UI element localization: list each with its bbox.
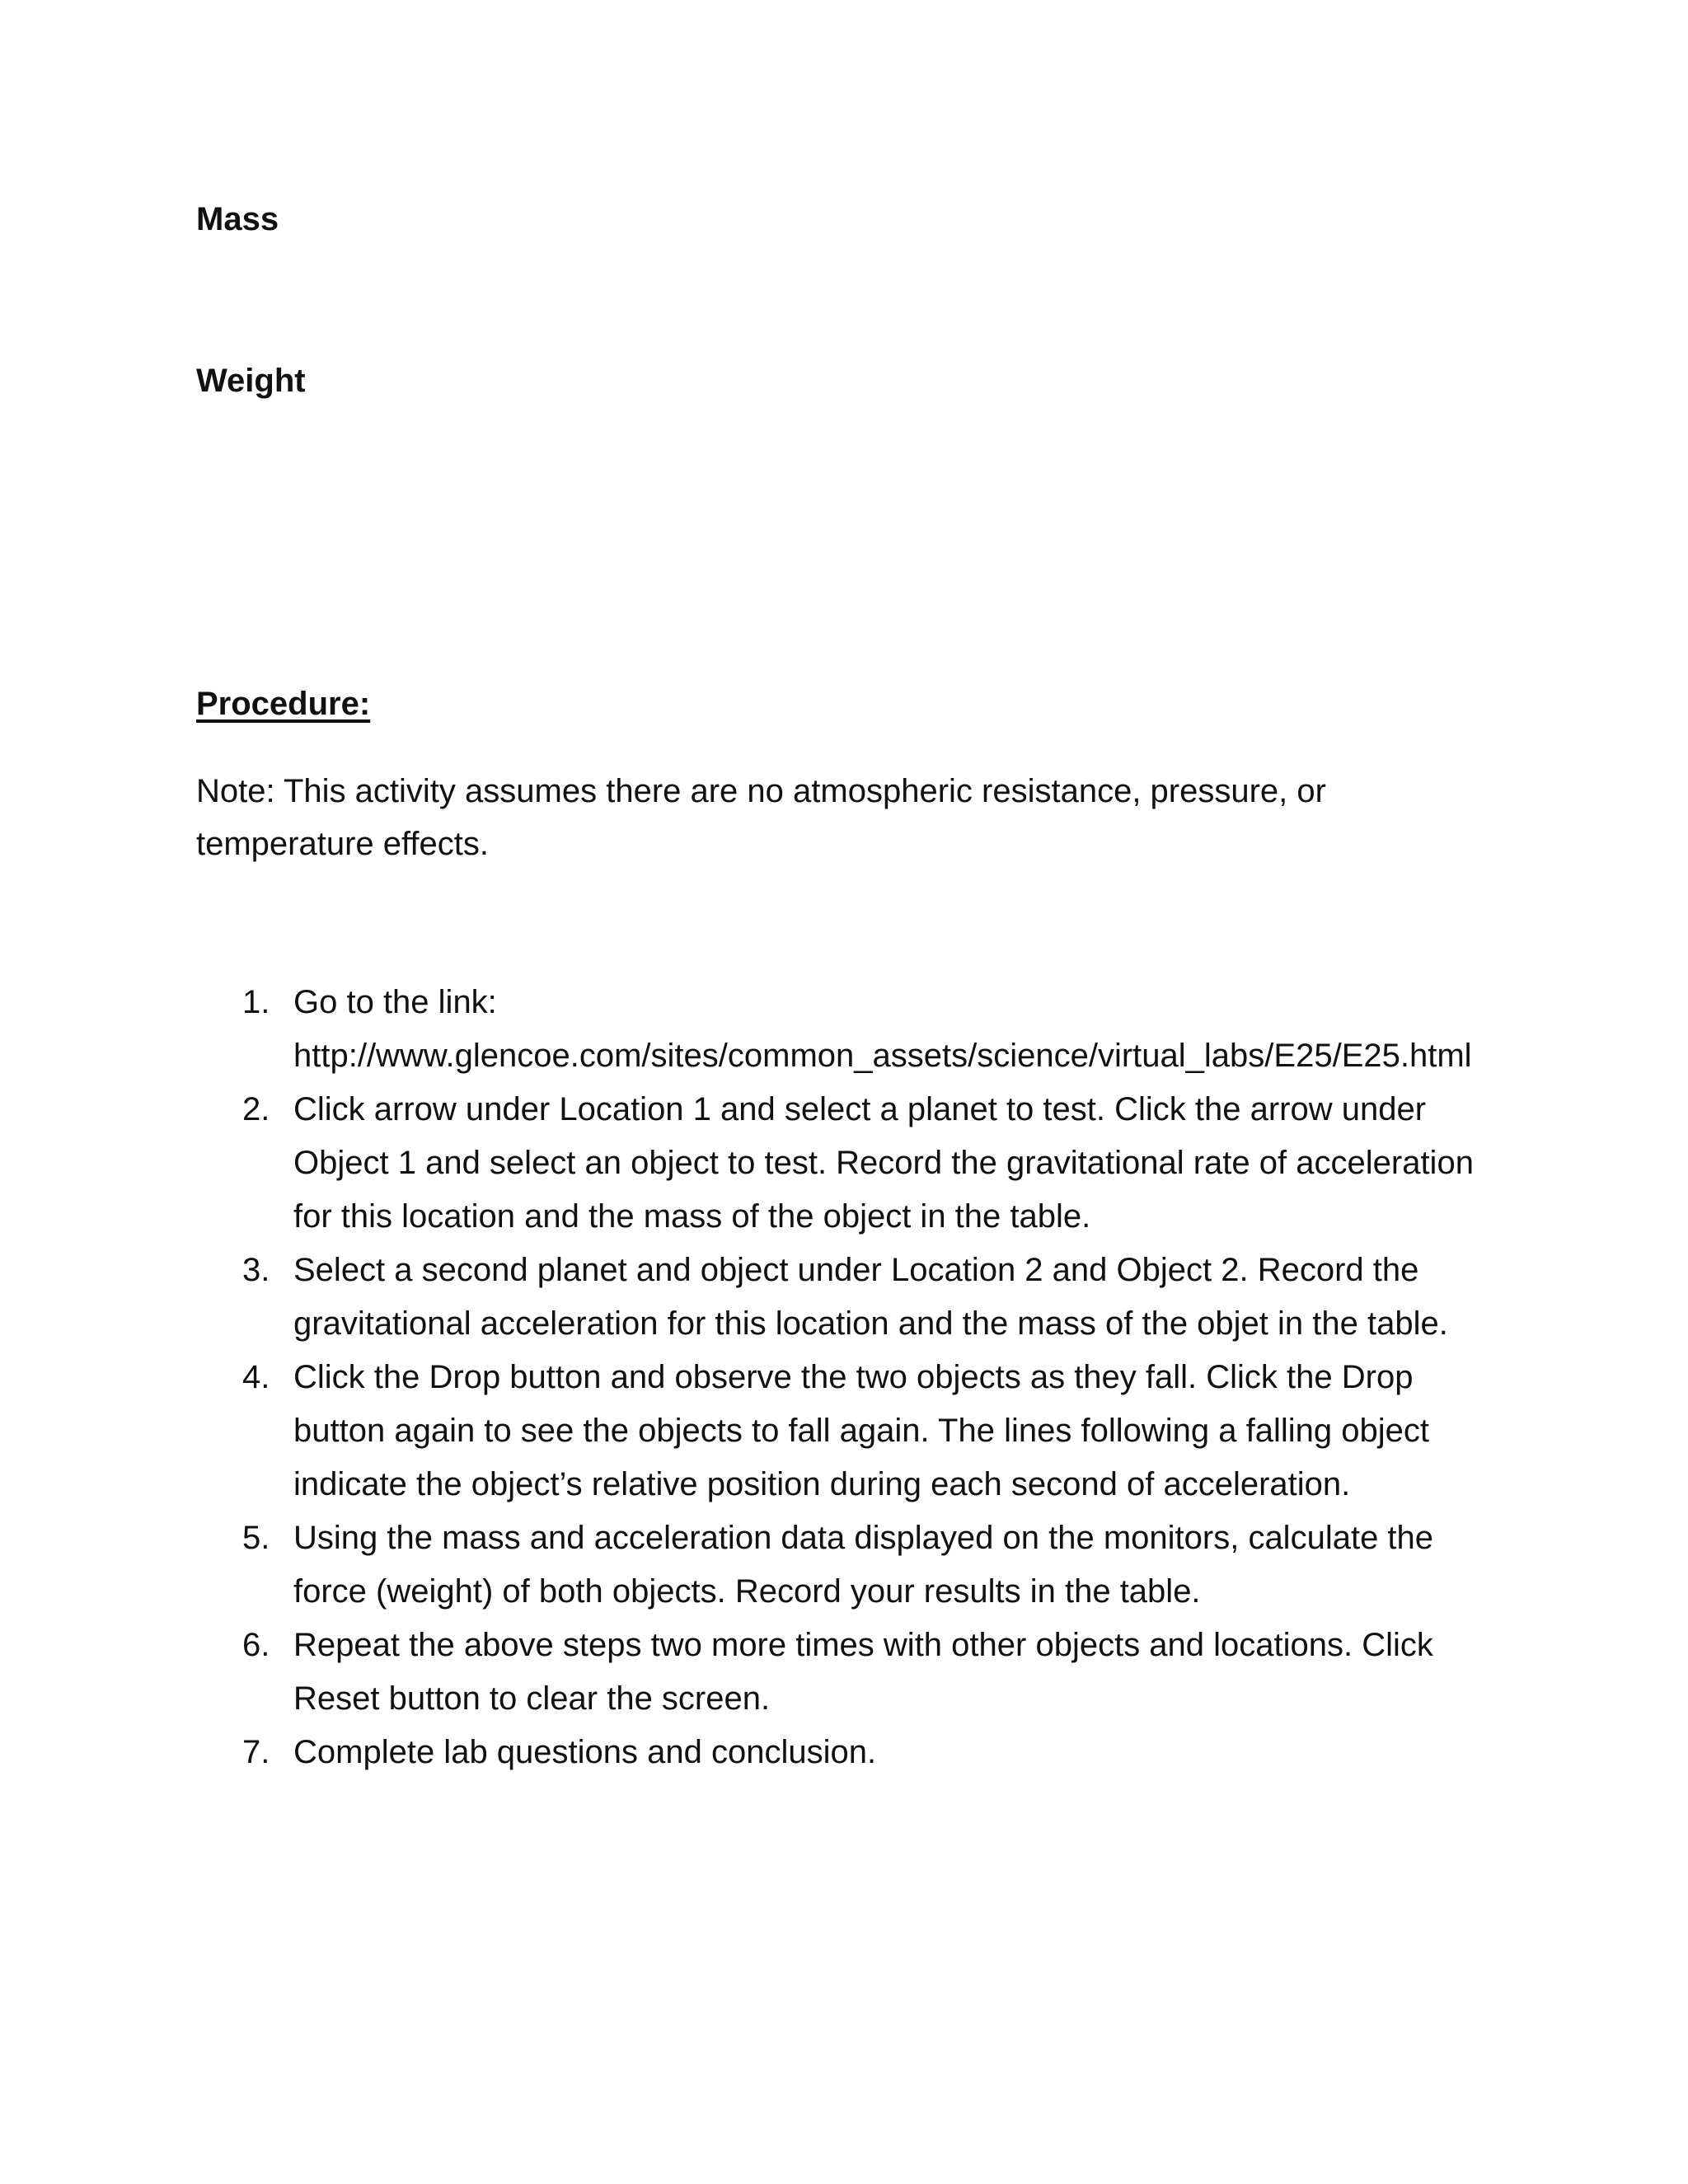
step-item-2: [196, 1083, 1482, 1244]
step-text: Click the Drop button and observe the two objects as they fall. Click the Drop button again to see the objects to fall again. The lines following a falling object indicate the object’s relative position during each second of acceleration.: [293, 1359, 1429, 1502]
step-text: Select a second planet and object under Location 2 and Object 2. Record the gravitational acceleration for this location and the mass of the objet in the table.: [293, 1252, 1448, 1342]
step-text: Go to the link:: [293, 984, 497, 1020]
step-number: 4.: [242, 1359, 270, 1395]
step-item-3: [196, 1244, 1482, 1351]
term-mass: Mass: [196, 201, 279, 237]
step-text: Using the mass and acceleration data displayed on the monitors, calculate the force (weight) of both objects. Record your results in the table.: [293, 1520, 1434, 1610]
step-item-6: [196, 1619, 1482, 1726]
step-text: Complete lab questions and conclusion.: [293, 1734, 877, 1770]
lab-link[interactable]: http://www.glencoe.com/sites/common_assets/science/virtual_labs/E25/E25.html: [293, 1038, 1472, 1074]
step-item-7: [196, 1726, 1482, 1779]
step-text: Click arrow under Location 1 and select a planet to test. Click the arrow under Object 1 and select an object to test. Record the gravitational rate of acceleration for this location and the mass of the object in the table.: [293, 1091, 1474, 1235]
step-number: 7.: [242, 1734, 270, 1770]
step-number: 5.: [242, 1520, 270, 1556]
step-number: 1.: [242, 984, 270, 1020]
step-number: 3.: [242, 1252, 270, 1288]
procedure-heading: Procedure:: [196, 686, 371, 722]
step-number: 6.: [242, 1627, 270, 1663]
procedure-note: Note: This activity assumes there are no atmospheric resistance, pressure, or temperature effects.: [196, 773, 1326, 862]
step-text: Repeat the above steps two more times with other objects and locations. Click Reset button to clear the screen.: [293, 1627, 1433, 1717]
step-number: 2.: [242, 1091, 270, 1127]
procedure-steps: [196, 976, 1482, 1779]
step-item-1: [196, 976, 1482, 1083]
step-item-4: [196, 1351, 1482, 1511]
step-item-5: [196, 1511, 1482, 1619]
term-weight: Weight: [196, 363, 306, 399]
